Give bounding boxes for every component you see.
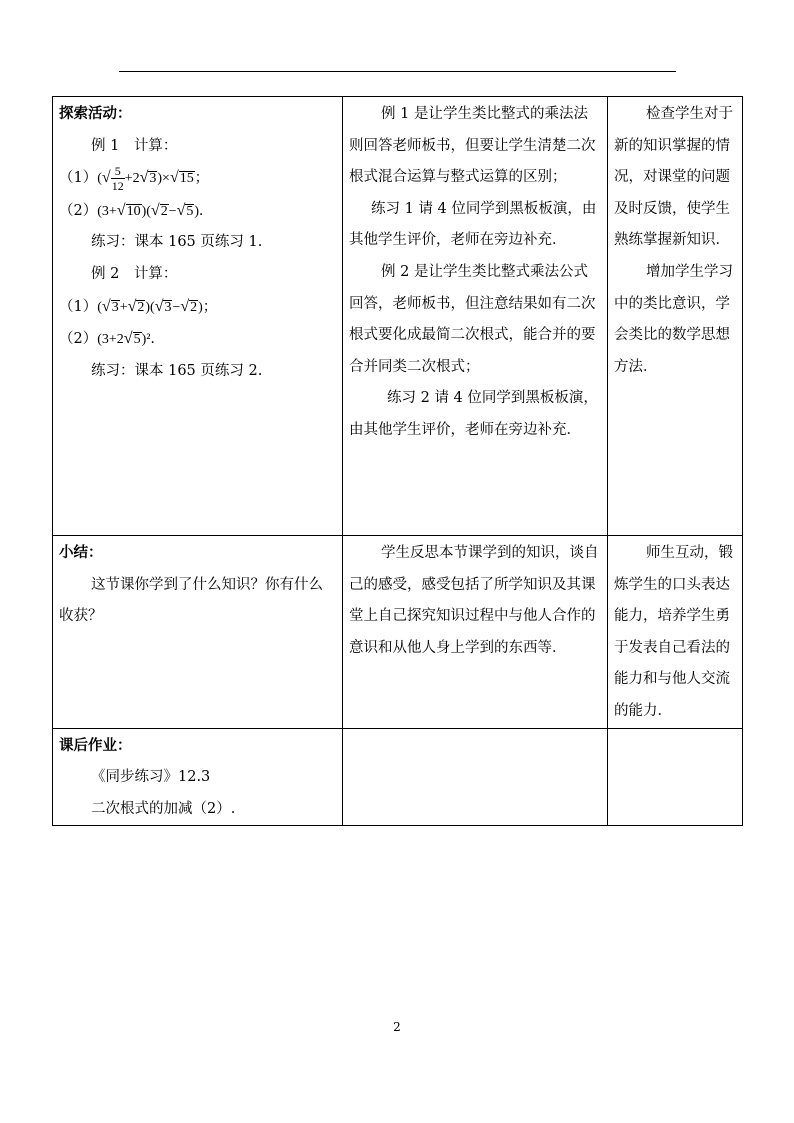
purpose-paragraph: 增加学生学习中的类比意识，学会类比的数学思想方法． bbox=[614, 263, 733, 375]
activity-content-cell bbox=[53, 97, 343, 536]
page-number: 2 bbox=[393, 1020, 401, 1034]
teacher-guidance-cell bbox=[343, 97, 608, 536]
interaction-text: 师生互动，锻炼学生的口头表达能力，培养学生勇于发表自己看法的能力和与他人交流的能力． bbox=[614, 545, 733, 719]
guidance-paragraph: 练习 2 请 4 位同学到黑板板演，由其他学生评价，老师在旁边补充． bbox=[349, 390, 598, 438]
guidance-paragraph: 例 1 是让学生类比整式的乘法法则回答老师板书，但要让学生清楚二次根式混合运算与整式运算的区别； bbox=[349, 106, 596, 186]
example-2-title: 例 2 计算： bbox=[91, 265, 178, 282]
homework-line: 《同步练习》12.3 bbox=[91, 769, 211, 786]
table-row bbox=[53, 728, 743, 826]
reflection-cell bbox=[343, 536, 608, 729]
interaction-purpose-cell bbox=[608, 536, 743, 729]
summary-question: 这节课你学到了什么知识？你有什么收获？ bbox=[59, 576, 323, 625]
homework-cell bbox=[53, 728, 343, 826]
math-expression: (√ $\frac{5}{12}$ +2√3)×√15； bbox=[97, 164, 209, 194]
practice-1: 练习：课本 165 页练习 1. bbox=[91, 234, 263, 251]
empty-cell bbox=[608, 728, 743, 826]
example-1-item-1: （1）(√ $\frac{5}{12}$ +2√3)×√15； bbox=[59, 164, 209, 194]
empty-cell bbox=[343, 728, 608, 826]
math-expression: (√3+√2)(√3−√2)； bbox=[97, 297, 217, 315]
math-expression: (3+√10)(√2−√5)． bbox=[97, 201, 214, 219]
lesson-table bbox=[52, 96, 743, 826]
math-expression: (3+2√5)²． bbox=[97, 330, 165, 348]
section-heading: 课后作业： bbox=[59, 737, 132, 754]
homework-line: 二次根式的加减（2）. bbox=[91, 800, 236, 817]
example-2-item-1: （1）(√3+√2)(√3−√2)； bbox=[59, 297, 217, 315]
purpose-paragraph: 检查学生对于新的知识掌握的情况，对课堂的问题及时反馈，使学生熟练掌握新知识． bbox=[614, 106, 733, 249]
summary-cell bbox=[53, 536, 343, 729]
example-1-title: 例 1 计算： bbox=[91, 137, 178, 154]
table-row bbox=[53, 536, 743, 729]
table-row bbox=[53, 97, 743, 536]
reflection-text: 学生反思本节课学到的知识，谈自己的感受，感受包括了所学知识及其课堂上自己探究知识过程中与他人合作的意识和从他人身上学到的东西等． bbox=[349, 545, 599, 656]
guidance-paragraph: 练习 1 请 4 位同学到黑板板演，由其他学生评价，老师在旁边补充． bbox=[349, 200, 597, 249]
section-heading: 探索活动： bbox=[59, 106, 132, 122]
example-2-item-2: （2）(3+2√5)²． bbox=[59, 330, 165, 348]
section-heading: 小结： bbox=[59, 545, 103, 561]
purpose-cell bbox=[608, 97, 743, 536]
guidance-paragraph: 例 2 是让学生类比整式乘法公式回答，老师板书，但注意结果如有二次根式要化成最简二次根式，能合并的要合并同类二次根式； bbox=[349, 263, 596, 375]
practice-2: 练习：课本 165 页练习 2. bbox=[91, 362, 263, 379]
example-1-item-2: （2）(3+√10)(√2−√5)． bbox=[59, 201, 214, 219]
header-rule bbox=[119, 71, 676, 72]
